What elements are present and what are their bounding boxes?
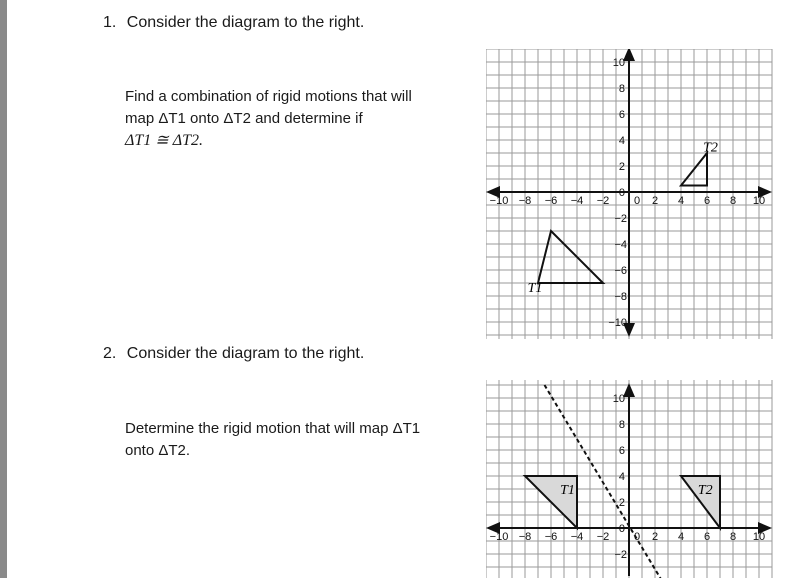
x-tick-label: 0 [633, 531, 641, 543]
y-tick-label: −6 [614, 265, 627, 277]
x-tick-label: −6 [544, 531, 558, 543]
y-tick-label: 10 [612, 57, 625, 69]
x-tick-label: 8 [729, 531, 737, 543]
x-tick-label: 10 [752, 531, 766, 543]
graph-1-t1-label: T1 [527, 281, 543, 297]
page-edge-bar [0, 0, 7, 578]
question-1-line-1: Find a combination of rigid motions that will [125, 88, 412, 105]
coordinate-graph-1 [486, 49, 776, 339]
y-tick-label: 2 [618, 161, 625, 173]
x-tick-label: 10 [752, 195, 766, 207]
question-2-heading [103, 345, 364, 363]
y-tick-label: 8 [618, 83, 625, 95]
x-tick-label: 2 [651, 195, 659, 207]
y-tick-label: 6 [618, 445, 625, 457]
x-tick-label: −4 [570, 531, 584, 543]
question-1-line-2: map ΔT1 onto ΔT2 and determine if [125, 110, 363, 127]
y-tick-label: 10 [612, 393, 625, 405]
y-tick-label: 0 [618, 187, 625, 199]
question-1-prompt [125, 86, 412, 152]
question-1-heading-text: Consider the diagram to the right. [126, 14, 365, 31]
question-2-prompt [125, 418, 420, 462]
x-tick-label: 6 [703, 195, 711, 207]
y-tick-label: 4 [618, 471, 625, 483]
question-2-number: 2. [103, 345, 117, 362]
x-tick-label: 2 [651, 531, 659, 543]
question-1-number: 1. [103, 14, 117, 31]
y-tick-label: −2 [614, 213, 627, 225]
question-1-heading [103, 14, 364, 32]
x-tick-label: 4 [677, 531, 685, 543]
x-tick-label: −2 [596, 195, 610, 207]
y-tick-label: 2 [618, 497, 625, 509]
y-tick-label: −10 [608, 317, 627, 329]
graph-2-t2-label: T2 [697, 483, 713, 499]
x-tick-label: −6 [544, 195, 558, 207]
question-2-line-1: Determine the rigid motion that will map ΔT1 [125, 420, 421, 437]
graph-2-t1-label: T1 [560, 483, 575, 499]
question-1-line-3: ΔT1 ≅ ΔT2. [125, 132, 203, 149]
graph-2-y-tick-labels [613, 393, 627, 561]
x-tick-label: 6 [703, 531, 711, 543]
coordinate-graph-2 [486, 380, 776, 578]
y-tick-label: 0 [618, 523, 625, 535]
x-tick-label: −2 [596, 531, 610, 543]
question-2-line-2: onto ΔT2. [125, 442, 191, 459]
y-tick-label: 6 [618, 109, 625, 121]
x-tick-label: 4 [677, 195, 685, 207]
y-tick-label: 4 [618, 135, 625, 147]
x-tick-label: −10 [489, 531, 509, 543]
y-tick-label: −8 [614, 291, 627, 303]
y-tick-label: −4 [614, 239, 627, 251]
x-tick-label: −4 [570, 195, 584, 207]
x-tick-label: −8 [518, 531, 532, 543]
question-2-heading-text: Consider the diagram to the right. [126, 345, 365, 362]
x-tick-label: −10 [489, 195, 509, 207]
y-tick-label: 8 [618, 419, 625, 431]
x-tick-label: 0 [633, 195, 641, 207]
x-tick-label: 8 [729, 195, 737, 207]
y-tick-label: −2 [614, 549, 627, 561]
graph-1-t2-label: T2 [703, 140, 718, 156]
x-tick-label: −8 [518, 195, 532, 207]
